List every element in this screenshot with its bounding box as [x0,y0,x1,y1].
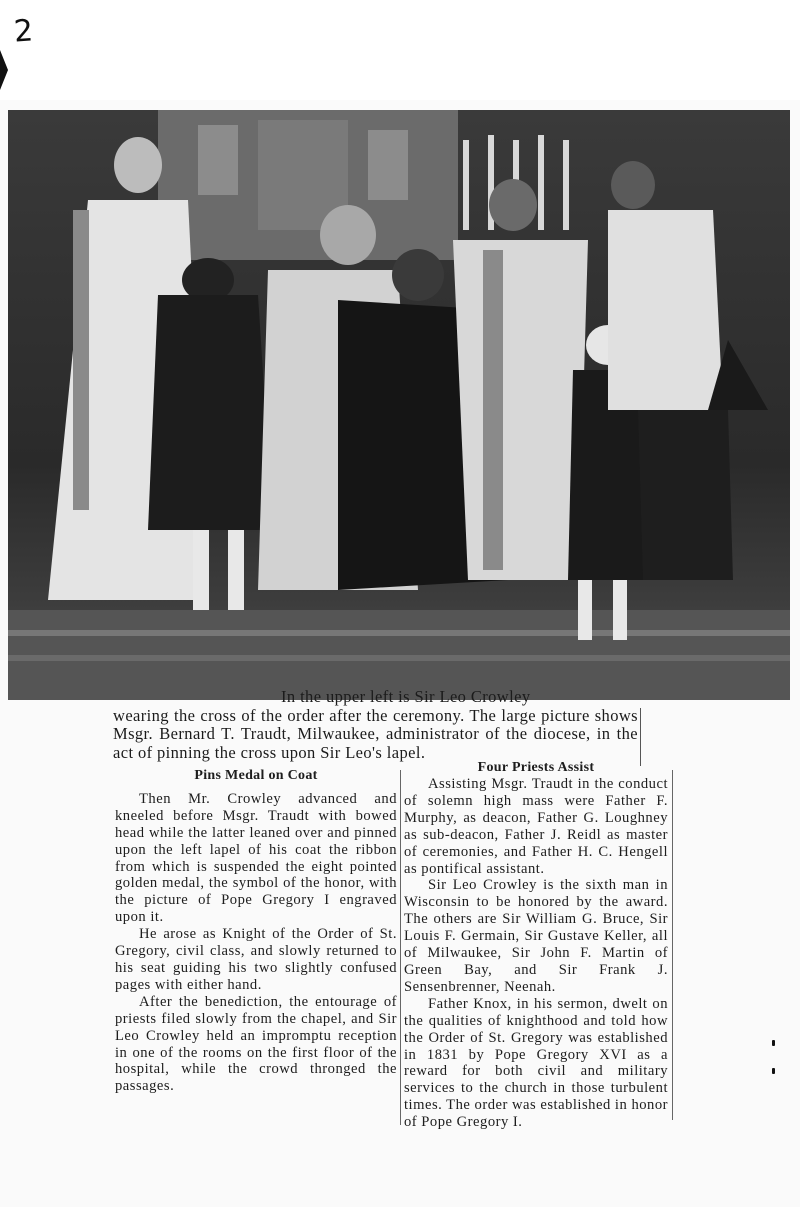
page-number: 2 [12,13,35,50]
right-column-edge [672,770,673,1120]
left-column-heading: Pins Medal on Coat [194,768,318,783]
left-paragraph-3: After the benediction, the entourage of priests filed slowly from the chapel, and Sir Leo Crowley held an impromptu reception in one of the rooms on the first floor of the hospital, while the crowd thronged the passages. [115,993,397,1095]
caption-text: wearing the cross of the order after the ceremony. The large picture shows Msgr. Bernard T. Traudt, Milwaukee, administrator of the diocese, in the act of pinning the cross upon Sir Leo's lapel. [113,705,638,762]
margin-mark [772,1040,775,1046]
caption-box-edge [610,708,641,766]
top-margin [0,0,800,111]
column-divider [400,770,401,1125]
right-paragraph-2: Sir Leo Crowley is the sixth man in Wisconsin to be honored by the award. The others are Sir William G. Bruce, Sir Louis F. Germain, Sir Gustave Keller, all of Milwaukee, Sir John F. Martin of Green Bay, and Sir Frank J. Sensenbrenner, Neenah. [404,877,668,995]
right-column [404,760,668,1131]
right-column-heading: Four Priests Assist [477,760,595,775]
caption-first-line: In the upper left is Sir Leo Crowley [281,687,531,706]
left-paragraph-1: Then Mr. Crowley advanced and kneeled before Msgr. Traudt with bowed head while the latter leaned over and pinned upon the left lapel of his coat the ribbon from which is suspended the eight pointed golden medal, the symbol of the honor, with the picture of Pope Gregory I engraved upon it. [115,790,397,926]
left-column [115,768,397,1095]
right-paragraph-3: Father Knox, in his sermon, dwelt on the qualities of knighthood and told how the Order of St. Gregory was established in 1831 by Pope Gregory XVI as a reward for both civil and military services to the church in those turbulent times. The order was established in honor of Pope Gregory I. [404,995,668,1131]
photo-caption [113,688,638,762]
right-paragraph-1: Assisting Msgr. Traudt in the conduct of solemn high mass were Father F. Murphy, as deacon, Father G. Loughney as sub-deacon, Father J. Reidl as master of ceremonies, and Father H. C. Hengell as pontifical assistant. [404,776,668,877]
ceremony-photograph [8,110,790,700]
photograph-icon [8,110,790,700]
margin-mark [772,1068,775,1074]
left-paragraph-2: He arose as Knight of the Order of St. Gregory, civil class, and slowly returned to his seat guiding his two slightly confused pages with either hand. [115,926,397,993]
